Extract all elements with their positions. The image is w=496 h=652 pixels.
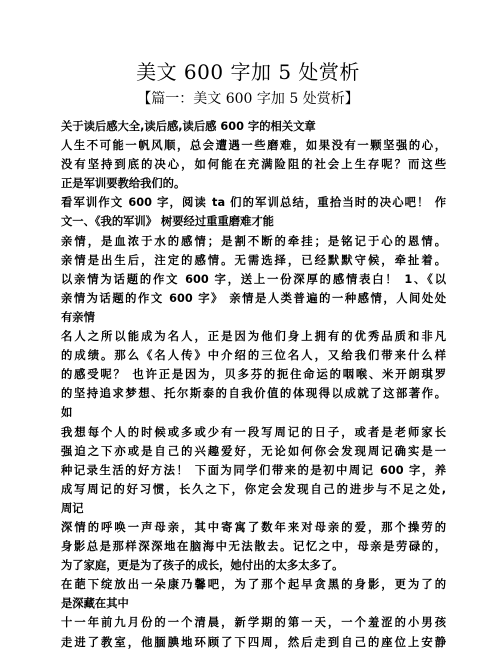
body-line: 的坚持追求梦想、托尔斯泰的自我价值的体现得以成就了这部著作。 — [61, 387, 446, 401]
body-line: 种记录生活的好方法！ 下面为同学们带来的是初中周记 600 字，养 — [61, 463, 446, 477]
body-line: 身影总是那样深深地在脑海中无法散去。记忆之中，母亲是劳碌的， — [61, 540, 446, 554]
body-line: 的成绩。那么《名人传》中介绍的三位名人，又给我们带来什么样 — [61, 349, 446, 363]
body-line: 名人之所以能成为名人，正是因为他们身上拥有的优秀品质和非凡 — [61, 330, 446, 344]
body-line: 文一、《我的军训》 树要经过重重磨难才能 — [61, 215, 274, 229]
body-line: 有亲情 — [61, 310, 95, 324]
body-line: 十一年前九月份的一个清晨，新学期的第一天，一个羞涩的小男孩 — [61, 616, 446, 630]
body-line: 强迫之下亦或是自己的兴趣爱好，无论如何你会发现周记确实是一 — [61, 444, 446, 458]
body-line: 的感受呢？ 也许正是因为，贝多芬的扼住命运的咽喉、米开朗琪罗 — [61, 368, 446, 382]
document-subtitle: 【篇一：美文 600 字加 5 处赏析】 — [137, 91, 359, 107]
body-line: 深情的呼唤一声母亲，其中寄寓了数年来对母亲的爱，那个操劳的 — [61, 520, 446, 534]
document-title: 美文 600 字加 5 处赏析 — [136, 60, 360, 84]
body-line: 成写周记的好习惯，长久之下，你定会发现自己的进步与不足之处, — [61, 482, 446, 496]
body-line: 亲情，是血浓于水的感情；是割不断的牵挂；是铭记于心的恩情。 — [61, 234, 446, 248]
body-line: 在葩下绽放出一朵康乃馨吧，为了那个起早贪黑的身影，更为了的 — [61, 578, 446, 592]
body-line: 如 — [61, 406, 73, 420]
body-line: 我想每个人的时候或多或少有一段写周记的日子，或者是老师家长 — [61, 425, 446, 439]
body-line: 看军训作文 600 字，阅读 ta 们的军训总结，重拾当时的决心吧！ 作 — [61, 196, 446, 210]
body-line: 为了家庭，更是为了孩子的成长，她付出的太多太多了。 — [61, 559, 344, 573]
body-line: 走进了教室，他腼腆地环顾了下四周，然后走到自己的座位上安静 — [61, 635, 446, 649]
body-line: 是深藏在其中 — [61, 597, 129, 611]
body-line: 正是军训要教给我们的。 — [61, 177, 186, 191]
body-line: 人生不可能一帆风顺，总会遭遇一些磨难，如果没有一颗坚强的心， — [61, 139, 446, 153]
body-line: 以亲情为话题的作文 600 字，送上一份深厚的感情表白！ 1、《以 — [61, 272, 446, 286]
body-line: 亲情为话题的作文 600 字》 亲情是人类普遍的一种感情，人间处处 — [61, 291, 446, 305]
document-body — [61, 117, 446, 652]
body-line: 关于读后感大全,读后感,读后感 600 字的相关文章 — [61, 120, 316, 133]
body-line: 亲情是出生后，注定的感情。无需选择，已经默默守候，牵扯着。 — [61, 253, 446, 267]
body-line: 周记 — [61, 501, 84, 515]
body-line: 没有坚持到底的决心，如何能在充满险阻的社会上生存呢？而这些 — [61, 158, 446, 172]
